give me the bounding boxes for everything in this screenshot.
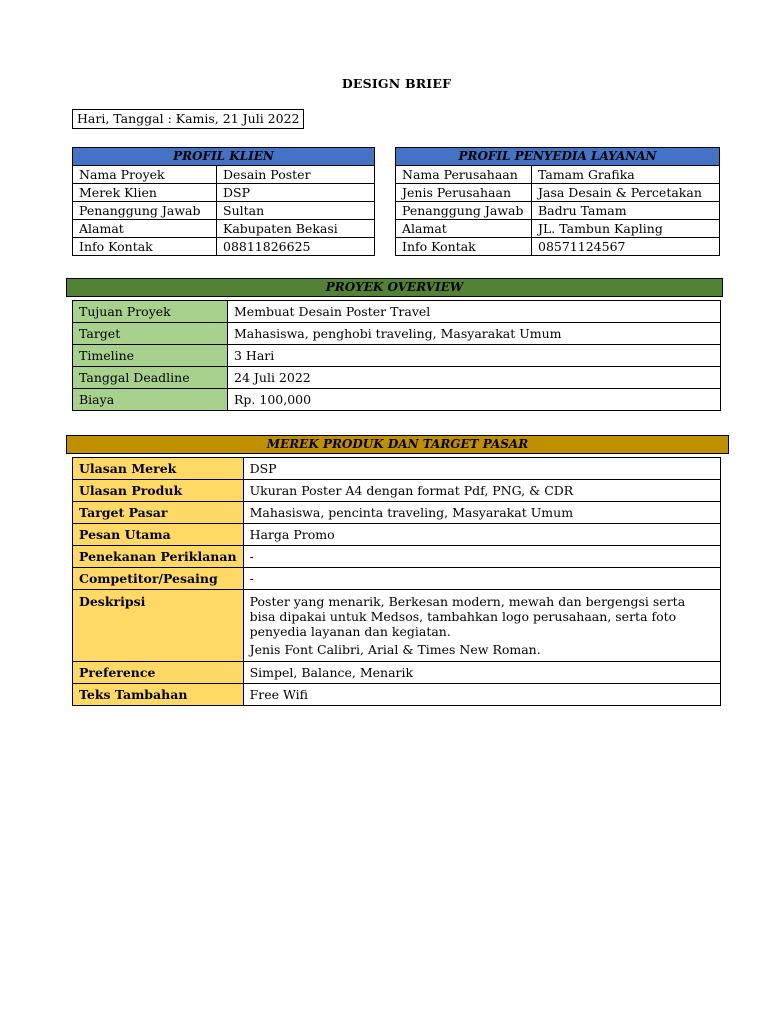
overview-label: Timeline [73, 345, 228, 367]
table-row [73, 238, 375, 256]
brand-label: Ulasan Produk [73, 480, 244, 502]
table-row [73, 323, 721, 345]
provider-label: Jenis Perusahaan [396, 184, 532, 202]
brand-label: Teks Tambahan [73, 684, 244, 706]
brand-value: - [243, 568, 720, 590]
client-label: Merek Klien [73, 184, 217, 202]
client-label: Nama Proyek [73, 166, 217, 184]
overview-label: Tanggal Deadline [73, 367, 228, 389]
client-label: Penanggung Jawab [73, 202, 217, 220]
table-row [73, 502, 721, 524]
brand-value: - [243, 546, 720, 568]
table-row [396, 238, 720, 256]
description-text: Poster yang menarik, Berkesan modern, mewah dan bergengsi serta bisa dipakai untuk Medsos, tambahkan logo perusahaan, serta foto penyedia layanan dan kegiatan. [249, 594, 686, 639]
provider-value: Jasa Desain & Percetakan [532, 184, 720, 202]
table-row [73, 546, 721, 568]
table-row [73, 590, 721, 662]
table-row [396, 166, 720, 184]
provider-value: Tamam Grafika [532, 166, 720, 184]
provider-value: Badru Tamam [532, 202, 720, 220]
table-row [73, 568, 721, 590]
table-row [73, 220, 375, 238]
date-line: Hari, Tanggal : Kamis, 21 Juli 2022 [72, 109, 304, 129]
brand-label: Competitor/Pesaing [73, 568, 244, 590]
brand-value: Harga Promo [243, 524, 720, 546]
brand-market-heading: MEREK PRODUK DAN TARGET PASAR [66, 435, 729, 454]
overview-table [72, 300, 721, 411]
table-row [396, 220, 720, 238]
table-row [73, 166, 375, 184]
brand-value: Free Wifi [243, 684, 720, 706]
table-row [73, 524, 721, 546]
brand-label: Deskripsi [73, 590, 244, 662]
table-row [73, 301, 721, 323]
overview-value: 24 Juli 2022 [228, 367, 721, 389]
client-value: DSP [217, 184, 375, 202]
provider-value: 08571124567 [532, 238, 720, 256]
brand-label: Target Pasar [73, 502, 244, 524]
overview-value: 3 Hari [228, 345, 721, 367]
provider-profile-table [395, 147, 720, 256]
description-cell [243, 590, 720, 662]
client-value: Kabupaten Bekasi [217, 220, 375, 238]
brand-value: Simpel, Balance, Menarik [243, 662, 720, 684]
provider-value: JL. Tambun Kapling [532, 220, 720, 238]
client-profile-heading: PROFIL KLIEN [73, 148, 375, 166]
brand-market-table [72, 457, 721, 706]
table-row [73, 345, 721, 367]
description-font-note: Jenis Font Calibri, Arial & Times New Roman. [249, 642, 541, 657]
client-label: Alamat [73, 220, 217, 238]
provider-label: Info Kontak [396, 238, 532, 256]
brand-value: DSP [243, 458, 720, 480]
brand-label: Pesan Utama [73, 524, 244, 546]
table-row [73, 367, 721, 389]
brand-label: Ulasan Merek [73, 458, 244, 480]
table-row [73, 458, 721, 480]
overview-label: Target [73, 323, 228, 345]
provider-label: Alamat [396, 220, 532, 238]
overview-value: Rp. 100,000 [228, 389, 721, 411]
table-row [73, 202, 375, 220]
overview-value: Mahasiswa, penghobi traveling, Masyarakat Umum [228, 323, 721, 345]
overview-value: Membuat Desain Poster Travel [228, 301, 721, 323]
table-row [396, 184, 720, 202]
table-row [73, 184, 375, 202]
overview-label: Biaya [73, 389, 228, 411]
overview-label: Tujuan Proyek [73, 301, 228, 323]
overview-heading: PROYEK OVERVIEW [66, 278, 723, 297]
brand-label: Preference [73, 662, 244, 684]
brand-label: Penekanan Periklanan [73, 546, 244, 568]
client-value: Sultan [217, 202, 375, 220]
table-row [73, 389, 721, 411]
provider-label: Nama Perusahaan [396, 166, 532, 184]
table-row [396, 202, 720, 220]
provider-label: Penanggung Jawab [396, 202, 532, 220]
document-title: DESIGN BRIEF [341, 76, 452, 91]
client-profile-table [72, 147, 375, 256]
table-row [73, 662, 721, 684]
provider-profile-heading: PROFIL PENYEDIA LAYANAN [396, 148, 720, 166]
brand-value: Mahasiswa, pencinta traveling, Masyarakat Umum [243, 502, 720, 524]
client-value: Desain Poster [217, 166, 375, 184]
client-label: Info Kontak [73, 238, 217, 256]
table-row [73, 684, 721, 706]
brand-value: Ukuran Poster A4 dengan format Pdf, PNG, & CDR [243, 480, 720, 502]
client-value: 08811826625 [217, 238, 375, 256]
table-row [73, 480, 721, 502]
